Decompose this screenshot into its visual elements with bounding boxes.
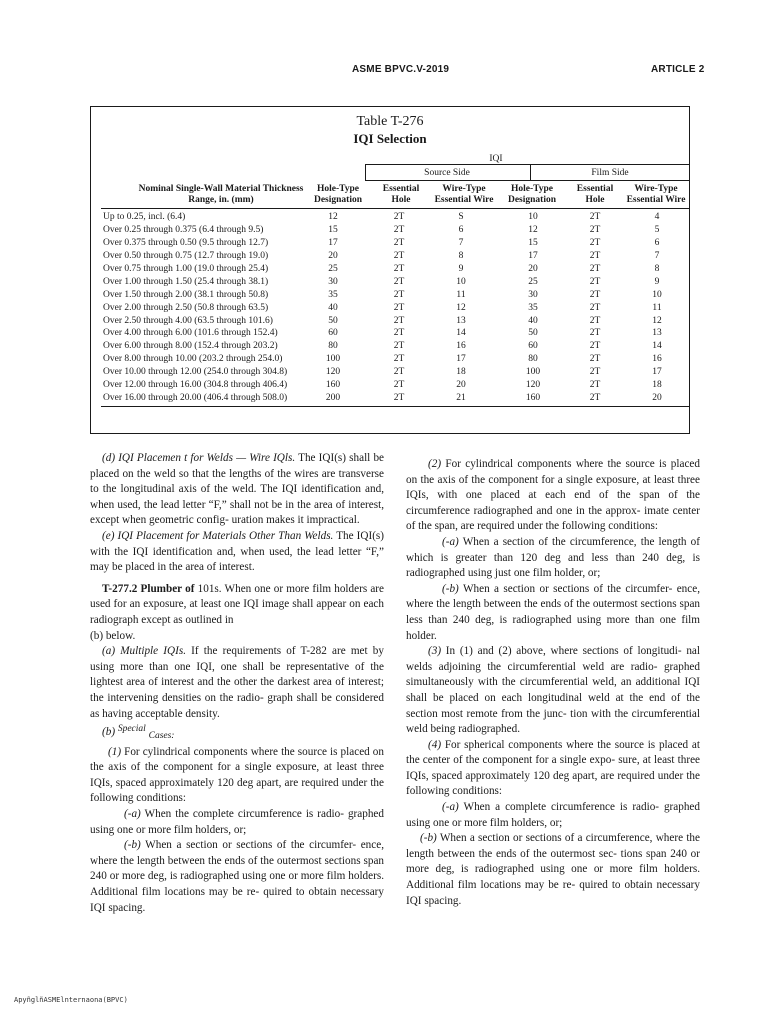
paragraph-case-2	[406, 457, 700, 535]
paragraph-text: For cylindrical components where the source is placed on the axis of the component for a single exposure, at least three IQIs, with one placed at each end of the span of the circumference radiographed and one in the approx- imate center of the span, are required under the following conditions:	[406, 458, 700, 533]
thickness-range-cell: Over 1.00 through 1.50 (25.4 through 38.1)	[103, 276, 269, 287]
value-cell: 120	[325, 367, 341, 378]
table-row	[101, 237, 691, 250]
table-row	[101, 366, 691, 379]
paragraph-case-2b	[406, 582, 700, 644]
col-source-hole-header	[303, 184, 373, 206]
thickness-range-cell: Over 1.50 through 2.00 (38.1 through 50.8)	[103, 289, 269, 300]
col-film-essential-header	[563, 184, 627, 206]
thickness-range-cell: Up to 0.25, incl. (6.4)	[103, 212, 186, 222]
thickness-range-cell: Over 2.50 through 4.00 (63.5 through 101.6)	[103, 315, 273, 326]
value-cell: 40	[328, 302, 338, 313]
paragraph-text: In (1) and (2) above, where sections of longitudi- nal welds adjoining the circumferential weld are radio- graphed simultaneously with the circumferential weld, an additional IQI shall be placed on each longitudinal weld at the end of the section most remote from the junc- tion with the circumferential weld being radiographed.	[406, 645, 700, 736]
group-divider-mid	[530, 164, 531, 180]
table-row	[101, 327, 691, 340]
value-cell: 2T	[393, 250, 405, 261]
paragraph-text: For spherical components where the source is placed at the center of the component for a single expo- sure, at least three IQIs, spaced approximately 120 deg apart, are required under the following conditions:	[406, 738, 700, 798]
value-cell: 50	[528, 328, 538, 339]
value-cell: 80	[528, 354, 538, 365]
value-cell: 2T	[393, 263, 405, 274]
table-row	[101, 263, 691, 276]
paragraph-special-cases	[90, 722, 384, 745]
paragraph-text: The IQI(s) shall be placed on the weld so that the lengths of the wires are transverse to the longitudinal axis of the weld. The IQI identification and, when used, the lead letter “F,” shall not be in the area of interest, except when geometric config- uration makes it impractical.	[90, 452, 385, 527]
value-cell: 120	[525, 380, 541, 391]
value-cell: 2T	[393, 289, 405, 300]
thickness-range-cell: Over 0.375 through 0.50 (9.5 through 12.7)	[103, 237, 269, 248]
value-cell: 2T	[393, 315, 405, 326]
value-cell: 16	[456, 341, 466, 352]
value-cell: 2T	[589, 302, 601, 313]
special-label: Special	[117, 724, 146, 735]
paragraph-label: (d) IQI Placemen t for Welds — Wire IQls.	[102, 452, 296, 464]
paragraph-text: If the requirements of T-282 are met by using more than one IQI, one shall be representative of the lightest area of interest and the other the darkest area of interest; the intervening densities on the radio- graph shall be considered as having acceptable density.	[90, 645, 384, 720]
value-cell: 25	[328, 263, 338, 274]
value-cell: 6	[654, 237, 660, 248]
value-cell: 12	[652, 315, 662, 326]
value-cell: 2T	[393, 354, 405, 365]
hdr-line: Wire-Type	[442, 184, 486, 194]
value-cell: 2T	[393, 302, 405, 313]
value-cell: 2T	[589, 237, 601, 248]
table-row	[101, 250, 691, 263]
value-cell: S	[458, 212, 464, 222]
paragraph-e	[90, 529, 384, 576]
paragraph-multiple-iqis	[90, 644, 384, 722]
value-cell: 200	[325, 393, 341, 404]
value-cell: 2T	[589, 276, 601, 287]
col-film-wire-header	[619, 184, 693, 206]
paragraph-label: (-a)	[442, 801, 459, 814]
value-cell: 2T	[393, 380, 405, 391]
value-cell: 9	[654, 276, 660, 287]
paragraph-label: (-b)	[420, 832, 437, 845]
value-cell: 35	[328, 289, 338, 300]
group-divider-left	[365, 164, 366, 180]
value-cell: 12	[528, 224, 538, 235]
value-cell: 160	[525, 393, 541, 404]
paragraph-text: When a complete circumference is radio- graphed using one or more film holders, or;	[406, 801, 700, 829]
paragraph-case-1b	[90, 838, 384, 916]
iqi-group-label: IQI	[489, 154, 503, 164]
table-number: Table T-276	[356, 114, 424, 129]
hdr-line: Hole-Type	[316, 184, 360, 194]
value-cell: 17	[328, 237, 338, 248]
running-header-title: ASME BPVC.V-2019	[352, 64, 450, 75]
value-cell: 2T	[589, 354, 601, 365]
value-cell: 35	[528, 302, 538, 313]
col-thickness-line2: Range, in. (mm)	[188, 195, 254, 205]
value-cell: 21	[456, 393, 466, 404]
value-cell: 10	[652, 289, 662, 300]
hdr-line: Wire-Type	[634, 184, 678, 194]
cases-label: Cases:	[148, 731, 175, 742]
table-row	[101, 353, 691, 366]
paragraph-label: (3)	[428, 645, 442, 658]
value-cell: 80	[328, 341, 338, 352]
thickness-range-cell: Over 16.00 through 20.00 (406.4 through 508.0)	[103, 393, 288, 404]
iqi-rule	[365, 164, 689, 165]
table-body	[101, 211, 691, 405]
value-cell: 13	[652, 328, 662, 339]
value-cell: 10	[528, 212, 538, 222]
value-cell: 2T	[393, 224, 405, 235]
thickness-range-cell: Over 0.25 through 0.375 (6.4 through 9.5)	[103, 224, 264, 235]
value-cell: 8	[458, 250, 464, 261]
paragraph-label: (-a)	[442, 535, 459, 548]
paragraph-label: (-a)	[124, 808, 141, 821]
value-cell: 30	[528, 289, 538, 300]
hdr-line: Essential Wire	[434, 195, 494, 205]
value-cell: 15	[528, 237, 538, 248]
value-cell: 6	[458, 224, 464, 235]
value-cell: 7	[458, 237, 464, 248]
value-cell: 20	[328, 250, 338, 261]
table-title: IQI Selection	[353, 131, 427, 146]
film-side-label: Film Side	[591, 168, 629, 178]
paragraph-label: (2)	[428, 458, 442, 470]
col-source-wire-header	[427, 184, 501, 206]
hdr-line: Essential	[382, 184, 420, 194]
paragraph-text: When a section or sections of a circumference, where the length between the ends of the outermost sec- tions span 240 or more deg, is radiographed using one or more film holders. Additional film locations may be re- quired to obtain necessary IQI spacing.	[406, 832, 700, 907]
paragraph-text: When the complete circumference is radio- graphed using one or more film holders, or;	[90, 808, 384, 836]
paragraph-label: (4)	[428, 738, 442, 751]
value-cell: 2T	[393, 341, 405, 352]
value-cell: 2T	[589, 341, 601, 352]
thickness-range-cell: Over 12.00 through 16.00 (304.8 through 406.4)	[103, 380, 288, 391]
hdr-line: Essential Wire	[626, 195, 686, 205]
value-cell: 2T	[589, 380, 601, 391]
hdr-line: Hole	[585, 195, 605, 205]
paragraph-text: The IQI(s) with the IQI identification and, when used, the lead letter “F,” may be placed in the area of interest.	[90, 529, 385, 574]
col-film-hole-header	[497, 184, 567, 206]
value-cell: 2T	[393, 237, 405, 248]
hdr-line: Hole-Type	[510, 184, 554, 194]
thickness-range-cell: Over 8.00 through 10.00 (203.2 through 254.0)	[103, 354, 283, 365]
value-cell: 7	[654, 250, 660, 261]
table-row	[101, 392, 691, 405]
table-row	[101, 315, 691, 328]
paragraph-case-4b	[406, 831, 700, 909]
table-row	[101, 289, 691, 302]
value-cell: 40	[528, 315, 538, 326]
table-bottom-rule	[101, 406, 689, 407]
value-cell: 20	[652, 393, 662, 404]
value-cell: 2T	[589, 212, 601, 222]
value-cell: 17	[528, 250, 538, 261]
iqi-selection-table	[90, 106, 690, 434]
left-column	[90, 451, 384, 916]
value-cell: 8	[654, 263, 660, 274]
table-row	[101, 276, 691, 289]
paragraph-case-4a	[406, 800, 700, 831]
value-cell: 18	[652, 380, 662, 391]
thickness-range-cell: Over 2.00 through 2.50 (50.8 through 63.5)	[103, 302, 269, 313]
value-cell: 18	[456, 367, 466, 378]
paragraph-label: (e) IQI Placement for Materials Other Than Welds.	[102, 529, 334, 542]
table-row	[101, 224, 691, 237]
value-cell: 2T	[393, 276, 405, 287]
value-cell: 25	[528, 276, 538, 287]
thickness-range-cell: Over 0.50 through 0.75 (12.7 through 19.0)	[103, 250, 269, 261]
hdr-line: Designation	[313, 195, 363, 205]
section-heading: T-277.2 Plumber of	[102, 582, 195, 595]
right-column	[406, 457, 700, 909]
value-cell: 60	[528, 341, 538, 352]
value-cell: 12	[456, 302, 466, 313]
value-cell: 2T	[589, 328, 601, 339]
value-cell: 13	[456, 315, 466, 326]
value-cell: 2T	[393, 328, 405, 339]
value-cell: 60	[328, 328, 338, 339]
value-cell: 2T	[589, 263, 601, 274]
running-header-article: ARTICLE 2	[651, 64, 705, 75]
value-cell: 100	[525, 367, 541, 378]
paragraph-label: (1)	[108, 745, 122, 758]
col-thickness-line1: Nominal Single-Wall Material Thickness	[138, 184, 304, 194]
paragraph-case-4	[406, 738, 700, 800]
value-cell: 2T	[589, 224, 601, 235]
paragraph-case-1	[90, 745, 384, 807]
value-cell: 2T	[589, 393, 601, 404]
hdr-line: Essential	[576, 184, 614, 194]
value-cell: 50	[328, 315, 338, 326]
paragraph-text: When a section or sections of the circumfer- ence, where the length between the ends of the outermost sections span less than 240 deg, is radiographed using more than one film holder.	[406, 582, 700, 642]
value-cell: 100	[325, 354, 341, 365]
thickness-range-cell: Over 10.00 through 12.00 (254.0 through 304.8)	[103, 367, 288, 378]
value-cell: 20	[528, 263, 538, 274]
value-cell: 11	[652, 302, 662, 313]
value-cell: 2T	[393, 393, 405, 404]
value-cell: 2T	[589, 315, 601, 326]
paragraph-label: (b)	[102, 726, 116, 739]
value-cell: 30	[328, 276, 338, 287]
thickness-range-cell: Over 6.00 through 8.00 (152.4 through 203.2)	[103, 341, 278, 352]
value-cell: 10	[456, 276, 466, 287]
value-cell: 11	[456, 289, 466, 300]
value-cell: 14	[652, 341, 662, 352]
paragraph-label: (-b)	[124, 839, 141, 852]
col-source-essential-header	[369, 184, 433, 206]
value-cell: 17	[456, 354, 466, 365]
thickness-range-cell: Over 4.00 through 6.00 (101.6 through 152.4)	[103, 328, 278, 339]
paragraph-label: (a) Multiple IQIs.	[102, 645, 186, 658]
paragraph-text: 101s. When one or more film holders are used for an exposure, at least one IQI image shall appear on each radiograph except as outlined in	[90, 582, 385, 626]
table-row	[101, 302, 691, 315]
hdr-line: Designation	[507, 195, 557, 205]
paragraph-t277-2	[90, 582, 384, 629]
hdr-line: Hole	[391, 195, 411, 205]
value-cell: 2T	[589, 367, 601, 378]
paragraph-t277-2-tail: (b) below.	[90, 629, 136, 642]
side-rule	[365, 180, 689, 181]
value-cell: 2T	[589, 250, 601, 261]
page-footer: ApyñglñASMElnternaona(BPVC)	[14, 996, 128, 1004]
paragraph-case-2a	[406, 535, 700, 582]
value-cell: 9	[458, 263, 464, 274]
value-cell: 2T	[393, 367, 405, 378]
value-cell: 2T	[589, 289, 601, 300]
value-cell: 160	[325, 380, 341, 391]
value-cell: 4	[654, 212, 660, 222]
paragraph-case-1a	[90, 807, 384, 838]
header-rule	[101, 208, 689, 209]
table-row	[101, 340, 691, 353]
paragraph-text: When a section or sections of the circumfer- ence, where the length between the ends of the outermost sections span 240 or more deg, is radiographed using one or more film holders. Additional film locations may be re- quired to obtain necessary IQI spacing.	[90, 839, 384, 914]
value-cell: 12	[328, 212, 338, 222]
value-cell: 2T	[393, 212, 405, 222]
value-cell: 15	[328, 224, 338, 235]
value-cell: 5	[654, 224, 660, 235]
table-row	[101, 211, 691, 224]
paragraph-text: When a section of the circumference, the length of which is greater than 120 deg and less than 240 deg, is radiographed using just one film holder, or;	[406, 535, 700, 580]
table-row	[101, 379, 691, 392]
thickness-range-cell: Over 0.75 through 1.00 (19.0 through 25.4)	[103, 263, 269, 274]
paragraph-d	[90, 451, 384, 529]
value-cell: 14	[456, 328, 466, 339]
paragraph-case-3	[406, 644, 700, 738]
paragraph-text: For cylindrical components where the source is placed on the axis of the component for a single exposure, at least three IQIs, spaced approximately 120 deg apart, are required under the following conditions:	[90, 745, 384, 805]
value-cell: 17	[652, 367, 662, 378]
value-cell: 16	[652, 354, 662, 365]
paragraph-label: (-b)	[442, 582, 459, 595]
value-cell: 20	[456, 380, 466, 391]
source-side-label: Source Side	[424, 168, 470, 178]
